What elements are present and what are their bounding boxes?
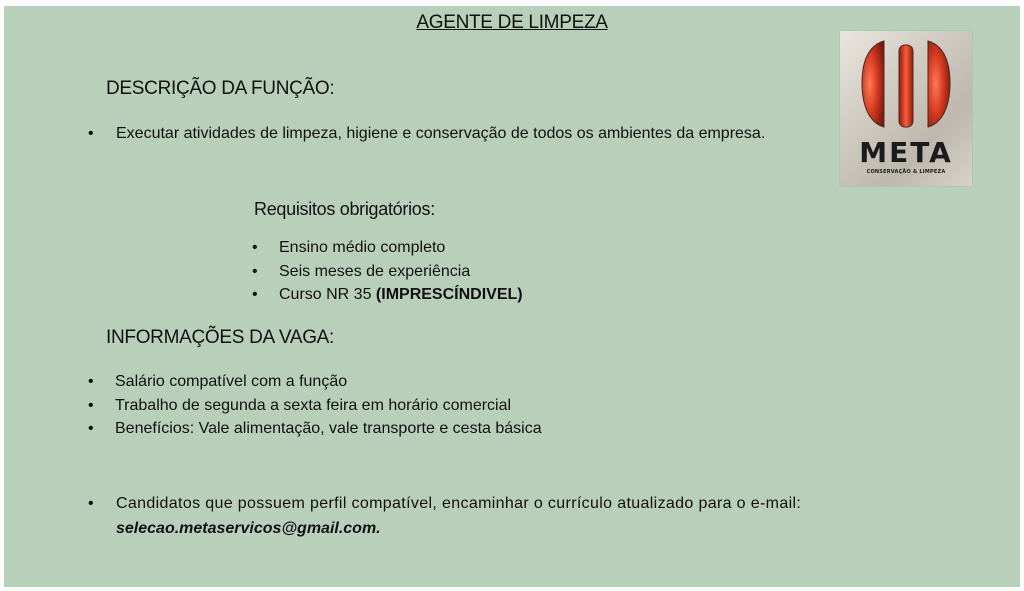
meta-logo [840, 31, 972, 186]
page-title: AGENTE DE LIMPEZA [416, 12, 608, 33]
requirements-list [252, 236, 523, 307]
list-item: • Seis meses de experiência [252, 260, 523, 284]
logo-wordmark: META [859, 136, 953, 169]
contact-list [88, 491, 988, 541]
list-item [252, 283, 523, 307]
job-posting-slide [4, 6, 1020, 587]
info-list [88, 370, 542, 441]
course-text: Curso NR 35 [279, 286, 376, 303]
contact-email: selecao.metaservicos@gmail.com. [116, 520, 381, 537]
description-list [88, 122, 808, 145]
list-item: • Benefícios: Vale alimentação, vale transporte e cesta básica [88, 417, 542, 441]
logo-emblem-icon [840, 31, 972, 139]
requirements-heading: Requisitos obrigatórios: [254, 199, 435, 219]
list-item: • Executar atividades de limpeza, higiene e conservação de todos os ambientes da empresa. [88, 122, 776, 145]
list-item: • Trabalho de segunda a sexta feira em horário comercial [88, 394, 542, 418]
logo-subtitle: CONSERVAÇÃO & LIMPEZA [866, 169, 946, 175]
list-item: • Salário compatível com a função [88, 370, 542, 394]
contact-text: Candidatos que possuem perfil compatível, encaminhar o currículo atualizado para o e-mail: [116, 495, 802, 512]
list-item: • Ensino médio completo [252, 236, 523, 260]
course-emphasis: (IMPRESCÍNDIVEL) [375, 286, 523, 303]
description-heading: DESCRIÇÃO DA FUNÇÃO: [106, 78, 335, 99]
list-item [88, 491, 988, 541]
info-heading: INFORMAÇÕES DA VAGA: [106, 327, 335, 348]
